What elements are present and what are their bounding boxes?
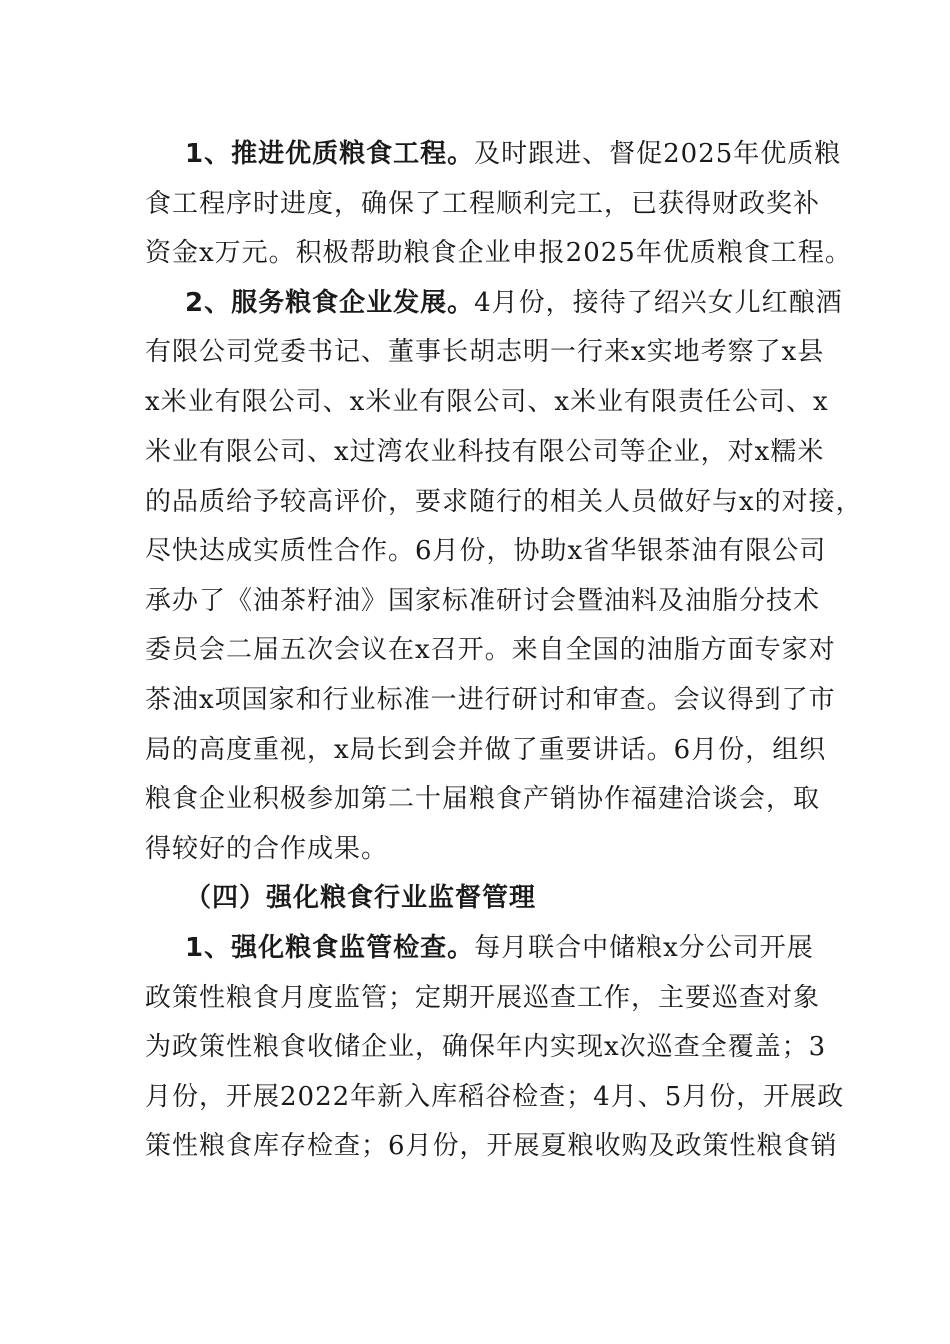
p2-line-11: 粮食企业积极参加第二十届粮食产销协作福建洽谈会，取 [145, 784, 821, 814]
p3-line-3: 为政策性粮食收储企业，确保年内实现x次巡查全覆盖；3 [145, 1032, 827, 1062]
p2-line-7: 承办了《油茶籽油》国家标准研讨会暨油料及油脂分技术 [145, 586, 821, 616]
p2-line-2: 有限公司党委书记、董事长胡志明一行来x实地考察了x县 [145, 337, 825, 367]
p1-line-2: 食工程序时进度，确保了工程顺利完工，已获得财政奖补 [145, 189, 821, 219]
p3-lead: 1、强化粮食监管检查。 [185, 933, 475, 963]
p1-line-1 [185, 134, 841, 174]
p3-line-5: 策性粮食库存检查；6月份，开展夏粮收购及政策性粮食销 [145, 1131, 838, 1161]
p3-line-4: 月份，开展2022年新入库稻谷检查；4月、5月份，开展政 [145, 1082, 845, 1112]
p3-text-1: 每月联合中储粮x分公司开展 [474, 933, 814, 963]
p3-line-1 [185, 928, 814, 968]
p2-line-10: 局的高度重视，x局长到会并做了重要讲话。6月份，组织 [145, 735, 827, 765]
p2-line-5: 的品质给予较高评价，要求随行的相关人员做好与x的对接， [145, 487, 863, 517]
p1-text-1: 及时跟进、督促2025年优质粮 [474, 139, 842, 169]
p2-lead: 2、服务粮食企业发展。 [185, 288, 475, 318]
p2-text-1: 4月份，接待了绍兴女儿红酿酒 [474, 288, 843, 318]
p2-line-3: x米业有限公司、x米业有限公司、x米业有限责任公司、x [145, 387, 829, 417]
p2-line-6: 尽快达成实质性合作。6月份，协助x省华银茶油有限公司 [145, 536, 827, 566]
p1-lead: 1、推进优质粮食工程。 [185, 139, 475, 169]
p2-line-12: 得较好的合作成果。 [145, 834, 389, 864]
p2-line-1 [185, 283, 843, 323]
p2-line-4: 米业有限公司、x过湾农业科技有限公司等企业，对x糯米 [145, 437, 825, 467]
p3-line-2: 政策性粮食月度监管；定期开展巡查工作，主要巡查对象 [145, 983, 821, 1013]
p2-line-9: 茶油x项国家和行业标准一进行研讨和审查。会议得到了市 [145, 685, 836, 715]
p1-line-3: 资金x万元。积极帮助粮食企业申报2025年优质粮食工程。 [145, 238, 852, 268]
p2-line-8: 委员会二届五次会议在x召开。来自全国的油脂方面专家对 [145, 635, 836, 665]
section-heading: （四）强化粮食行业监督管理 [185, 883, 537, 913]
